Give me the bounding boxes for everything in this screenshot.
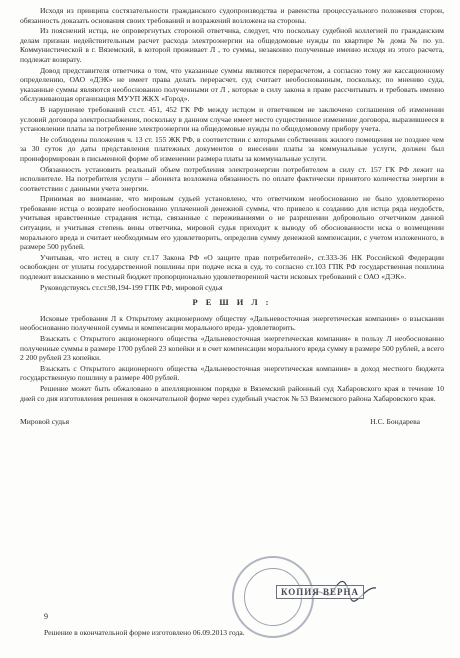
signature-row [20, 417, 444, 427]
paragraph: Исковые требования Л к Открытому акционерному обществу «Дальневосточная энергетическая компания» о взыскании необоснованно полученной суммы и компенсации морального вреда- удовлетворить. [20, 313, 444, 333]
paragraph: Довод представителя ответчика о том, что указанные суммы являются перерасчетом, а согласно тому же кассационному определению, ОАО «ДЭК» не имеет права делать перерасчет, суд считает необоснованным, поскольку, по мнению суда, указанные суммы являются необоснованно полученными от Л , которые в силу закона в праве рассчитывать и требовать именно обслуживающая организация МУУП ЖКХ «Город». [20, 65, 444, 104]
paragraph: Решение может быть обжаловано в апелляционном порядке в Вяземский районный суд Хабаровского края в течение 10 дней со дня изготовления решения в окончательной форме через судебный участок № 53 Вяземского района Хабаровского края. [20, 383, 444, 403]
paragraph: Принимая во внимание, что мировым судьей установлено, что ответчиком необоснованно не было удовлетворено требование истца о возврате необоснованно уплаченной денежной суммы, что привело к созданию для истца ряда неудобств, учитывая нравственные страдания истца, связанные с переживаниями о не разрешении добровольно отчетчиком данной ситуации, и учитывая степень вины ответчика, мировой судья приходит к выводу об обоснованности иска о возмещении морального вреда и считает необходимым его удовлетворить, определив сумму денежной компенсации, с учетом изложенного, в размере 500 рублей. [20, 194, 444, 252]
margin-mark: 9 [44, 612, 48, 621]
paragraph: Не соблюдены положения ч. 13 ст. 155 ЖК РФ, в соответствии с которыми собственник жилого помещения не позднее чем за 30 суток до даты представления платежных документов о внесении платы за коммунальные услуги, должен был проинформирован в письменной форме об изменении размера платы за коммунальные услуги. [20, 134, 444, 163]
paragraph: Исходя из принципа состязательности гражданского судопроизводства и равенства процессуального положения сторон, обязанность доказать основания своих требований и возражений возложена на стороны. [20, 6, 444, 25]
paragraph: Обязанность установить реальный объем потребления электроэнергии потребителем в силу ст. 157 ГК РФ лежит на исполнителе. На потребителя услуги – абонента возложена обязанность по оплате фактически принятого количества энергии в соответствии с данными учета энергии. [20, 164, 444, 193]
paragraph: Учитывая, что истец в силу ст.17 Закона РФ «О защите прав потребителей», ст.333-36 НК Российской Федерации освобожден от уплаты государственной пошлины при подаче иска в суд, то согласно ст.103 ГПК РФ государственная пошлина подлежит взысканию в местный бюджет пропорционально удовлетворенной части исковых требований с ОАО «ДЭК». [20, 252, 444, 282]
decision-heading: Р Е Ш И Л : [192, 298, 272, 308]
paragraph: Взыскать с Открытого акционерного общества «Дальневосточная энергетическая компания» в пользу Л необоснованно полученные суммы в размере 1700 рублей 23 копейки и в счет компенсации морального вреда сумму в размере 500 рублей, а всего 2 200 рублей 23 копейки. [20, 334, 444, 363]
judge-name: Н.С. Бондарева [370, 417, 420, 427]
paragraph: Руководствуясь ст.ст.98,194-199 ГПК РФ, мировой судья [40, 282, 223, 292]
paragraph: В нарушение требований ст.ст. 451, 452 ГК РФ между истцом и ответчиком не заключено соглашения об изменении условий договора электроснабжения, поскольку в данном случае имеет место существенное изменение договора, выразившееся в установлении платы за потребление электроэнергии на общедомовые нужды по общедомовому прибору учета. [20, 104, 444, 134]
certified-copy-stamp: КОПИЯ ВЕРНА [276, 585, 364, 599]
paragraph: Взыскать с Открытого акционерного общества «Дальневосточная энергетическая компания» в доход местного бюджета государственную пошлину в размере 400 рублей. [20, 363, 444, 383]
paragraph: Из пояснений истца, не опровергнутых стороной ответчика, следует, что поскольку судебной коллегией по гражданским делам признан недействительным расчет расхода электроэнергии на общедомовые нужды по квартире № дома № по ул. Коммунистической в г. Вяземский, в которой проживает Л , то суммы, незаконно полученные именно исходя из этого расчета, подлежат возврату. [20, 26, 444, 64]
decision-text [20, 6, 444, 427]
final-form-note: Решение в окончательной форме изготовлено 06.09.2013 года. [44, 628, 245, 637]
judge-label: Мировой судья [20, 417, 70, 427]
